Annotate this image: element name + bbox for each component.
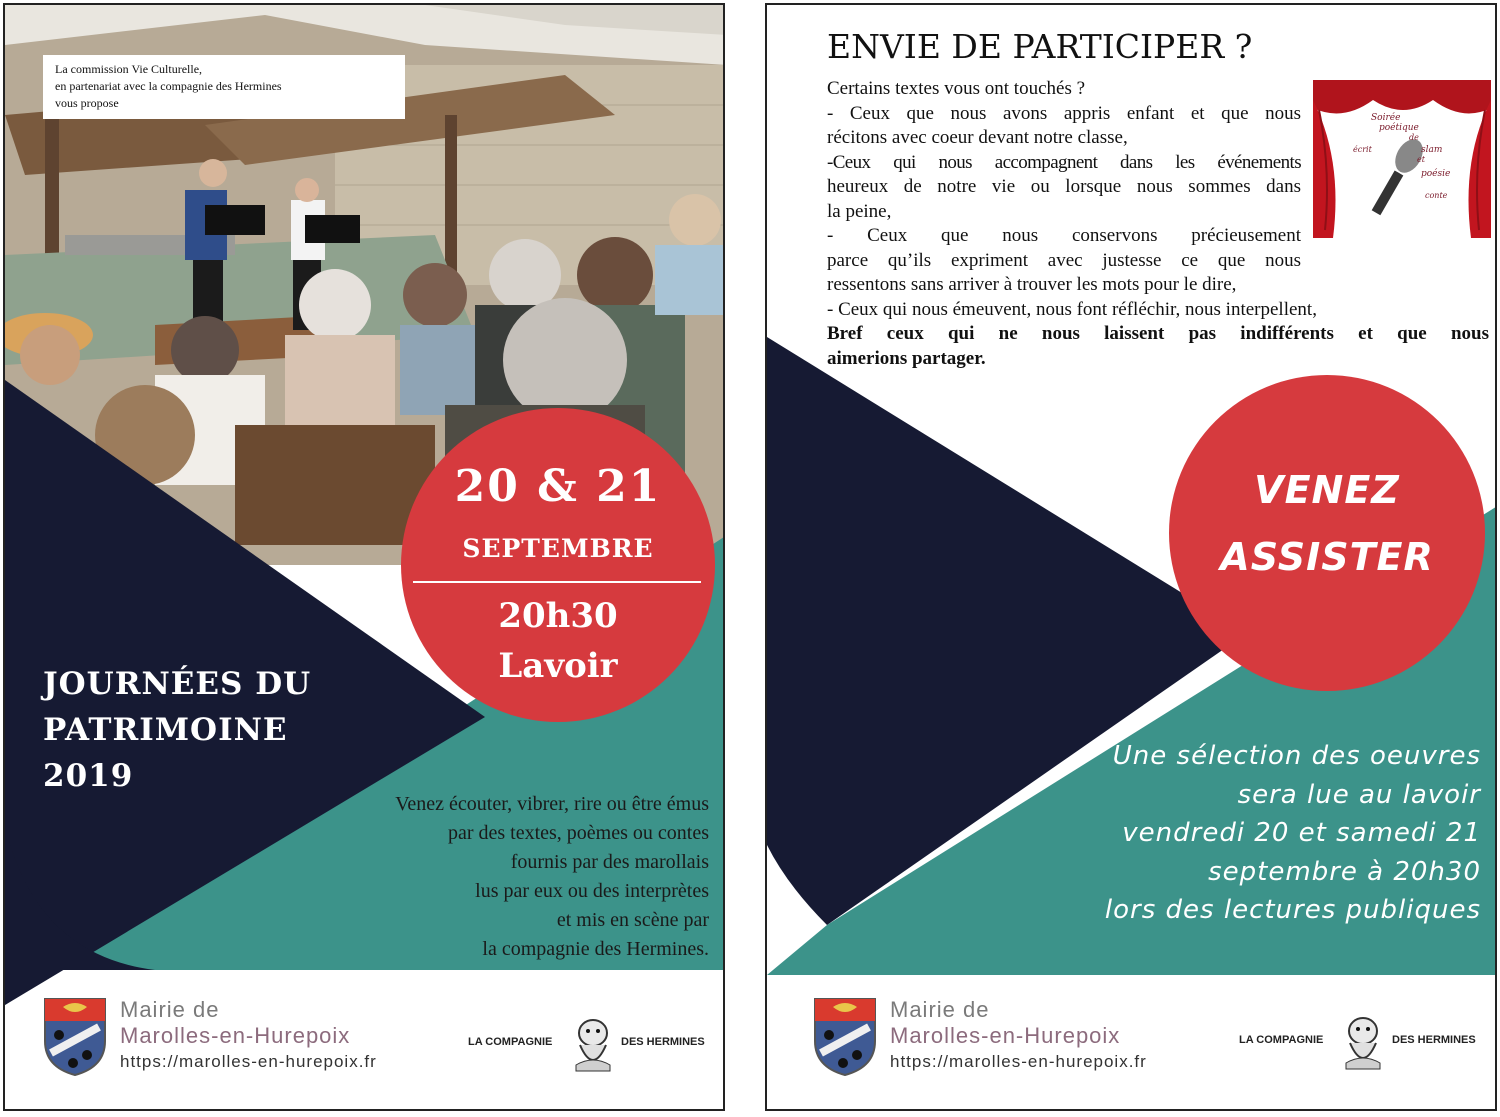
mairie-url[interactable]: https://marolles-en-hurepoix.fr — [890, 1052, 1147, 1071]
selection-line-1: Une sélection des oeuvres — [1112, 741, 1481, 771]
mairie-line-1: Mairie de — [120, 997, 220, 1022]
body-line-7: - Ceux que nous conservons précieusement — [827, 225, 1301, 246]
desc-line-5: et mis en scène par — [556, 909, 709, 931]
mairie-block — [890, 997, 1147, 1075]
venez-text: VENEZ — [1254, 468, 1400, 512]
event-description — [289, 790, 709, 964]
poster-word-7: écrit — [1353, 145, 1372, 154]
coat-of-arms-icon — [813, 997, 877, 1077]
left-footer — [5, 975, 723, 1110]
compagnie-label-left: LA COMPAGNIE — [468, 1036, 553, 1048]
mairie-block — [120, 997, 377, 1075]
assister-text: ASSISTER — [1220, 535, 1434, 579]
ermine-logo-icon — [1340, 1013, 1386, 1071]
right-flyer — [765, 3, 1497, 1111]
coat-of-arms-icon — [43, 997, 107, 1077]
poster-word-3: de — [1409, 133, 1419, 142]
right-footer — [767, 975, 1495, 1110]
title-line-3: 2019 — [43, 758, 134, 794]
poster-word-6: poésie — [1421, 169, 1451, 179]
selection-text — [1021, 737, 1481, 930]
assister-circle — [1169, 375, 1485, 691]
participer-body — [827, 77, 1489, 371]
desc-line-3: fournis par des marollais — [510, 851, 709, 873]
poster-word-2: poétique — [1379, 123, 1419, 133]
selection-line-2: sera lue au lavoir — [1237, 779, 1481, 810]
intro-line-3: vous propose — [55, 96, 119, 110]
body-bold-line-2: aimerions partager. — [827, 347, 986, 369]
event-place: Lavoir — [498, 646, 618, 686]
selection-line-3: vendredi 20 et samedi 21 — [1122, 818, 1481, 848]
selection-line-5: lors des lectures publiques — [1104, 895, 1481, 925]
body-line-4: -Ceux qui nous accompagnent dans les événements — [827, 151, 1301, 173]
body-line-9: ressentons sans arriver à trouver les mots pour le dire, — [827, 274, 1237, 295]
mairie-line-2: Marolles-en-Hurepoix — [120, 1023, 351, 1048]
body-line-3: récitons avec coeur devant notre classe, — [827, 127, 1128, 148]
body-bold-line-1: Bref ceux qui ne nous laissent pas indifférents et que nous — [827, 323, 1489, 344]
desc-line-6: la compagnie des Hermines. — [482, 938, 709, 960]
mairie-url[interactable]: https://marolles-en-hurepoix.fr — [120, 1052, 377, 1071]
body-line-6: la peine, — [827, 200, 892, 222]
title-line-2: PATRIMOINE — [43, 712, 288, 748]
compagnie-label-left: LA COMPAGNIE — [1239, 1034, 1324, 1046]
ermine-logo-icon — [570, 1015, 616, 1073]
poster-word-4: slam — [1421, 145, 1443, 155]
poster-word-1: Soirée — [1371, 113, 1401, 123]
body-line-8: parce qu’ils expriment avec justesse ce que nous — [827, 249, 1301, 271]
body-line-5: heureux de notre vie ou lorsque nous sommes dans — [827, 176, 1301, 197]
poster-word-8: conte — [1425, 191, 1448, 200]
poster-word-5: et — [1417, 155, 1425, 164]
mairie-line-2: Marolles-en-Hurepoix — [890, 1023, 1121, 1048]
participer-title: ENVIE DE PARTICIPER ? — [827, 27, 1253, 66]
left-flyer — [3, 3, 725, 1111]
body-line-1: Certains textes vous ont touchés ? — [827, 78, 1086, 99]
date-month: SEPTEMBRE — [462, 534, 654, 563]
compagnie-label-right: DES HERMINES — [621, 1036, 705, 1048]
desc-line-2: par des textes, poèmes ou contes — [447, 822, 709, 844]
selection-line-4: septembre à 20h30 — [1208, 856, 1481, 887]
body-line-2: - Ceux que nous avons appris enfant et que nous — [827, 102, 1301, 124]
intro-line-2: en partenariat avec la compagnie des Hermines — [55, 79, 282, 93]
desc-line-4: lus par eux ou des interprètes — [475, 880, 709, 902]
desc-line-1: Venez écouter, vibrer, rire ou être émus — [395, 793, 709, 815]
event-title — [43, 661, 311, 799]
body-line-10: - Ceux qui nous émeuvent, nous font réfléchir, nous interpellent, — [827, 298, 1317, 320]
date-main: 20 & 21 — [454, 461, 662, 512]
event-time: 20h30 — [498, 596, 618, 636]
compagnie-label-right: DES HERMINES — [1392, 1034, 1476, 1046]
intro-line-1: La commission Vie Culturelle, — [55, 62, 203, 76]
mairie-line-1: Mairie de — [890, 997, 990, 1022]
title-line-1: JOURNÉES DU — [43, 666, 312, 702]
